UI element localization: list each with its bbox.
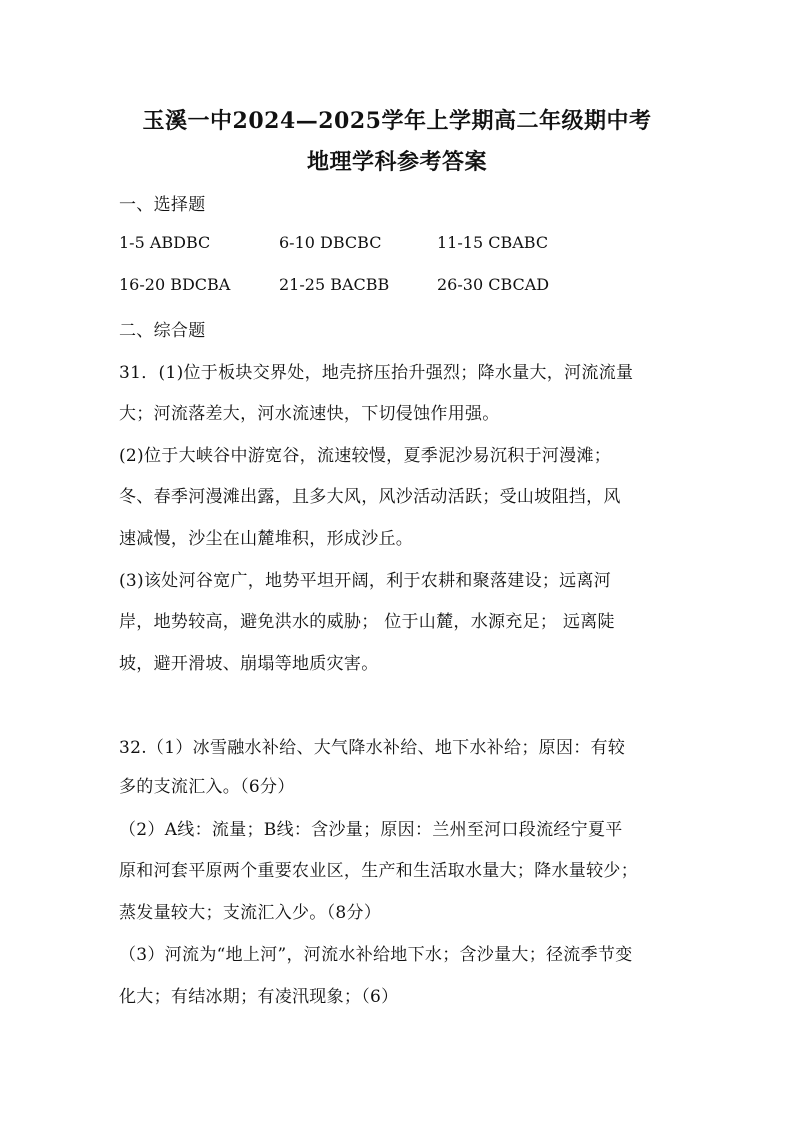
answer-group: 16-20 BDCBA <box>119 275 231 294</box>
q31-line: 坡，避开滑坡、崩塌等地质灾害。 <box>119 654 379 674</box>
q31-line: (3)该处河谷宽广，地势平坦开阔，利于农耕和聚落建设；远离河 <box>119 571 612 591</box>
q31-line: (2)位于大峡谷中游宽谷，流速较慢，夏季泥沙易沉积于河漫滩； <box>119 446 612 466</box>
q32-line: 原和河套平原两个重要农业区，生产和生活取水量大；降水量较少； <box>119 861 638 881</box>
q31-line: 速减慢，沙尘在山麓堆积，形成沙丘。 <box>119 529 414 549</box>
q32-line: 蒸发量较大；支流汇入少。（8分） <box>119 903 382 923</box>
answer-group: 6-10 DBCBC <box>279 233 382 252</box>
q31-line: 31．(1)位于板块交界处，地壳挤压抬升强烈；降水量大，河流流量 <box>119 363 634 383</box>
answer-group: 26-30 CBCAD <box>437 275 550 294</box>
answer-group: 1-5 ABDBC <box>119 233 211 252</box>
document-title: 玉溪一中2024—2025学年上学期高二年级期中考 <box>142 108 652 134</box>
section-heading-choice: 一、选择题 <box>119 195 206 215</box>
answer-group: 21-25 BACBB <box>279 275 390 294</box>
section-heading-comprehensive: 二、综合题 <box>119 321 206 341</box>
q32-line: 多的支流汇入。（6分） <box>119 777 295 797</box>
q32-line: 化大；有结冰期；有凌汛现象；（6） <box>119 987 399 1007</box>
answer-group: 11-15 CBABC <box>437 233 549 252</box>
q31-line: 大；河流落差大，河水流速快，下切侵蚀作用强。 <box>119 404 500 424</box>
document-subtitle: 地理学科参考答案 <box>306 149 487 175</box>
q32-line: （3）河流为“地上河”，河流水补给地下水；含沙量大；径流季节变 <box>119 945 633 965</box>
q32-line: 32.（1）冰雪融水补给、大气降水补给、地下水补给；原因：有较 <box>119 738 626 758</box>
q32-line: （2）A线：流量；B线：含沙量；原因：兰州至河口段流经宁夏平 <box>119 820 623 840</box>
q31-line: 冬、春季河漫滩出露，且多大风，风沙活动活跃；受山坡阻挡，风 <box>119 487 621 507</box>
q31-line: 岸，地势较高，避免洪水的威胁； 位于山麓，水源充足； 远离陡 <box>119 612 615 632</box>
